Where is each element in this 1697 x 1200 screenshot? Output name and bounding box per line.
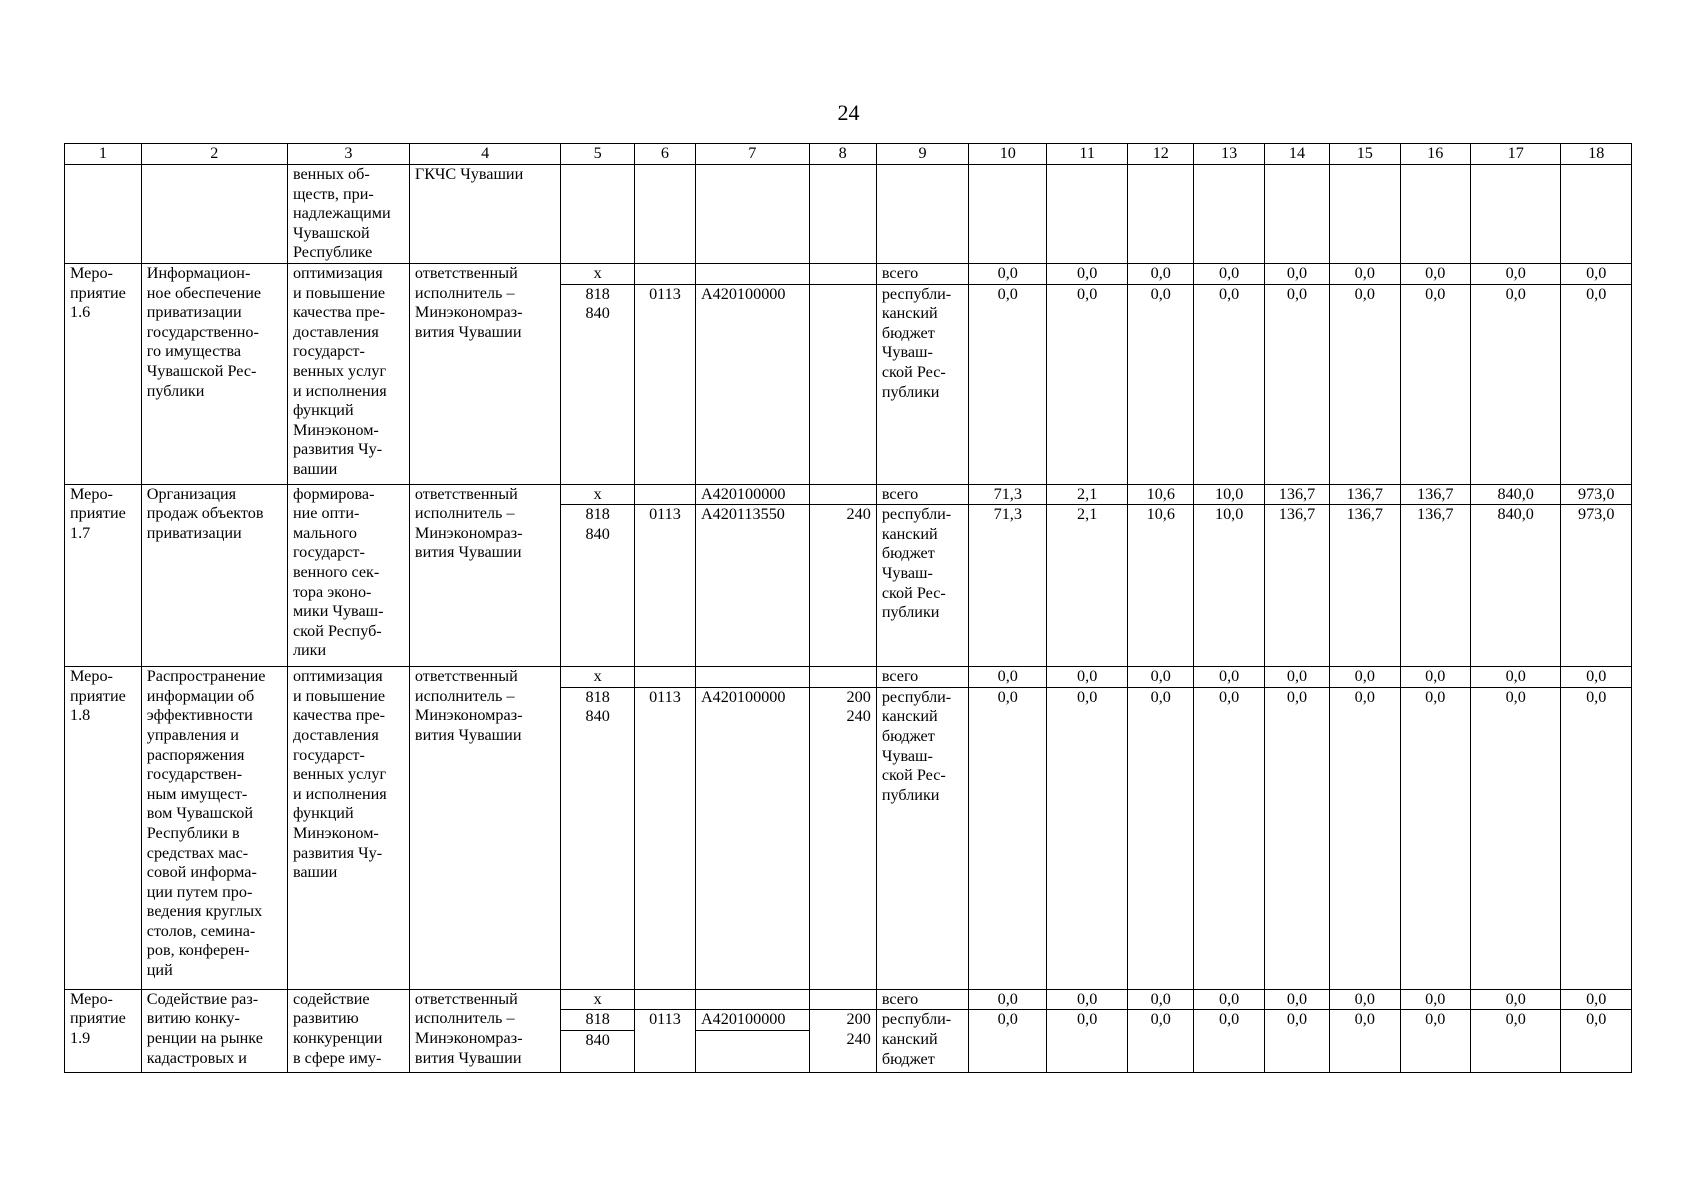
value-cell: 0,0	[1470, 263, 1560, 284]
rzpr-cell	[634, 667, 695, 688]
value-cell: 0,0	[1264, 284, 1329, 484]
grbs-cell: 818 840	[561, 505, 635, 667]
value-cell: 0,0	[1470, 667, 1560, 688]
value-cell: 0,0	[1330, 687, 1400, 989]
rzpr-cell: 0113	[634, 505, 695, 667]
value-cell: 0,0	[1561, 687, 1632, 989]
csr-cell: А420100000	[695, 1010, 809, 1031]
value-cell: 71,3	[969, 484, 1047, 505]
value-cell: 0,0	[1400, 667, 1470, 688]
rzpr-cell	[634, 989, 695, 1010]
csr-cell: А420100000	[695, 687, 809, 989]
measure-1-8-total-row	[65, 667, 1632, 688]
vr-cell: 240	[809, 1030, 876, 1072]
measure-goal: оптимизация и повышение качества пре- доставления государст- венных услуг и исполнения функций Минэконом- развития Чу- вашии	[287, 263, 409, 484]
vr-cell	[809, 989, 876, 1010]
grbs-cell: 818 840	[561, 284, 635, 484]
header-cell: 4	[409, 144, 560, 165]
value-cell: 0,0	[1128, 284, 1194, 484]
value-cell: 71,3	[969, 505, 1047, 667]
value-cell: 0,0	[1561, 284, 1632, 484]
vr-cell: 200 240	[809, 687, 876, 989]
measure-label: Меро- приятие 1.8	[65, 667, 142, 990]
value-cell: 0,0	[1128, 687, 1194, 989]
rzpr-cell: 0113	[634, 284, 695, 484]
value-cell: 840,0	[1470, 484, 1560, 505]
value-cell: 2,1	[1047, 505, 1128, 667]
value-cell: 2,1	[1047, 484, 1128, 505]
header-cell: 14	[1264, 144, 1329, 165]
value-cell: 0,0	[1400, 687, 1470, 989]
value-cell: 0,0	[969, 667, 1047, 688]
program-table	[64, 143, 1632, 1073]
value-cell: 0,0	[1330, 989, 1400, 1010]
value-cell: 0,0	[1330, 667, 1400, 688]
value-cell: 0,0	[1400, 284, 1470, 484]
value-cell: 0,0	[1470, 1010, 1560, 1073]
grbs-cell: 818	[561, 1010, 635, 1031]
value-cell: 0,0	[1194, 687, 1264, 989]
measure-1-6-total-row	[65, 263, 1632, 284]
vr-cell: 240	[809, 505, 876, 667]
measure-goal: формирова- ние опти- мального государст- венного сек- тора эконо- мики Чуваш- ской Респуб- лики	[287, 484, 409, 667]
header-cell: 8	[809, 144, 876, 165]
value-cell: 0,0	[1264, 687, 1329, 989]
value-cell: 0,0	[969, 687, 1047, 989]
value-cell: 0,0	[1470, 687, 1560, 989]
source-cell: республи- канский бюджет Чуваш- ской Рес- публики	[876, 687, 969, 989]
value-cell: 0,0	[1194, 1010, 1264, 1073]
header-cell: 9	[876, 144, 969, 165]
value-cell: 0,0	[1400, 1010, 1470, 1073]
source-cell: всего	[876, 484, 969, 505]
header-cell: 7	[695, 144, 809, 165]
value-cell: 0,0	[1047, 687, 1128, 989]
value-cell: 0,0	[1128, 1010, 1194, 1073]
grbs-cell: 818 840	[561, 687, 635, 989]
grbs-cell: x	[561, 484, 635, 505]
csr-cell	[695, 989, 809, 1010]
value-cell: 136,7	[1400, 484, 1470, 505]
vr-cell: 200	[809, 1010, 876, 1031]
measure-executor: ответственный исполнитель – Минэкономраз- вития Чувашии	[409, 263, 560, 484]
measure-executor: ответственный исполнитель – Минэкономраз- вития Чувашии	[409, 667, 560, 990]
vr-cell	[809, 484, 876, 505]
measure-goal: оптимизация и повышение качества пре- доставления государст- венных услуг и исполнения функций Минэконом- развития Чу- вашии	[287, 667, 409, 990]
value-cell: 0,0	[1194, 263, 1264, 284]
rzpr-cell: 0113	[634, 1010, 695, 1073]
vr-cell	[809, 284, 876, 484]
value-cell: 0,0	[1330, 263, 1400, 284]
value-cell: 0,0	[1400, 263, 1470, 284]
value-cell: 0,0	[1264, 263, 1329, 284]
csr-cell	[695, 1030, 809, 1072]
header-cell: 18	[1561, 144, 1632, 165]
value-cell: 0,0	[1561, 667, 1632, 688]
header-cell: 13	[1194, 144, 1264, 165]
measure-name: Информацион- ное обеспечение приватизации государственно- го имущества Чувашской Рес- публики	[141, 263, 287, 484]
value-cell: 0,0	[1194, 667, 1264, 688]
vr-cell	[809, 667, 876, 688]
rzpr-cell	[634, 263, 695, 284]
value-cell: 0,0	[1128, 263, 1194, 284]
measure-executor: ответственный исполнитель – Минэкономраз- вития Чувашии	[409, 989, 560, 1072]
measure-name: Содействие раз- витию конку- ренции на рынке кадастровых и	[141, 989, 287, 1072]
value-cell: 10,6	[1128, 505, 1194, 667]
value-cell: 0,0	[1264, 989, 1329, 1010]
value-cell: 0,0	[1330, 284, 1400, 484]
continuation-row	[65, 165, 1632, 264]
value-cell: 0,0	[969, 1010, 1047, 1073]
measure-name: Распространение информации об эффективности управления и распоряжения государствен- ным имущест- вом Чувашской Республики в средствах мас- совой информа- ции путем про- ведения круглых столов, семина- ров, конферен- ций	[141, 667, 287, 990]
value-cell: 0,0	[1128, 989, 1194, 1010]
source-cell: всего	[876, 667, 969, 688]
value-cell: 136,7	[1400, 505, 1470, 667]
value-cell: 0,0	[1561, 263, 1632, 284]
value-cell: 973,0	[1561, 484, 1632, 505]
value-cell: 0,0	[1330, 1010, 1400, 1073]
value-cell: 0,0	[1194, 989, 1264, 1010]
source-cell: республи- канский бюджет	[876, 1010, 969, 1073]
value-cell: 0,0	[1561, 989, 1632, 1010]
value-cell: 0,0	[1128, 667, 1194, 688]
value-cell: 10,0	[1194, 505, 1264, 667]
source-cell: всего	[876, 263, 969, 284]
header-cell: 2	[141, 144, 287, 165]
header-cell: 16	[1400, 144, 1470, 165]
measure-name: Организация продаж объектов приватизации	[141, 484, 287, 667]
value-cell: 0,0	[969, 263, 1047, 284]
value-cell: 136,7	[1330, 484, 1400, 505]
header-cell: 6	[634, 144, 695, 165]
value-cell: 10,6	[1128, 484, 1194, 505]
source-cell: всего	[876, 989, 969, 1010]
header-row	[65, 144, 1632, 165]
value-cell: 0,0	[969, 989, 1047, 1010]
value-cell: 0,0	[1047, 263, 1128, 284]
grbs-cell: x	[561, 667, 635, 688]
value-cell: 136,7	[1330, 505, 1400, 667]
value-cell: 840,0	[1470, 505, 1560, 667]
csr-cell: А420100000	[695, 484, 809, 505]
value-cell: 0,0	[1561, 1010, 1632, 1073]
measure-1-9-total-row	[65, 989, 1632, 1010]
value-cell: 0,0	[1470, 284, 1560, 484]
header-cell: 10	[969, 144, 1047, 165]
value-cell: 0,0	[1047, 667, 1128, 688]
header-cell: 5	[561, 144, 635, 165]
value-cell: 136,7	[1264, 484, 1329, 505]
value-cell: 0,0	[1400, 989, 1470, 1010]
value-cell: 0,0	[1047, 284, 1128, 484]
csr-cell	[695, 263, 809, 284]
header-cell: 15	[1330, 144, 1400, 165]
value-cell: 0,0	[1470, 989, 1560, 1010]
goal-cell: венных об- ществ, при- надлежащими Чувашской Республике	[287, 165, 409, 264]
value-cell: 0,0	[1264, 1010, 1329, 1073]
header-cell: 3	[287, 144, 409, 165]
value-cell: 0,0	[969, 284, 1047, 484]
value-cell: 0,0	[1047, 1010, 1128, 1073]
measure-executor: ответственный исполнитель – Минэкономраз- вития Чувашии	[409, 484, 560, 667]
measure-label: Меро- приятие 1.6	[65, 263, 142, 484]
measure-1-7-total-row	[65, 484, 1632, 505]
rzpr-cell	[634, 484, 695, 505]
rzpr-cell: 0113	[634, 687, 695, 989]
header-cell: 12	[1128, 144, 1194, 165]
value-cell: 0,0	[1194, 284, 1264, 484]
header-cell: 1	[65, 144, 142, 165]
page-number: 24	[837, 100, 860, 125]
grbs-cell: 840	[561, 1030, 635, 1072]
csr-cell: А420113550	[695, 505, 809, 667]
source-cell: республи- канский бюджет Чуваш- ской Рес- публики	[876, 505, 969, 667]
value-cell: 10,0	[1194, 484, 1264, 505]
header-cell: 17	[1470, 144, 1560, 165]
header-cell: 11	[1047, 144, 1128, 165]
value-cell: 973,0	[1561, 505, 1632, 667]
measure-label: Меро- приятие 1.9	[65, 989, 142, 1072]
value-cell: 136,7	[1264, 505, 1329, 667]
grbs-cell: x	[561, 263, 635, 284]
grbs-cell: x	[561, 989, 635, 1010]
csr-cell	[695, 667, 809, 688]
vr-cell	[809, 263, 876, 284]
value-cell: 0,0	[1264, 667, 1329, 688]
csr-cell: А420100000	[695, 284, 809, 484]
measure-label: Меро- приятие 1.7	[65, 484, 142, 667]
value-cell: 0,0	[1047, 989, 1128, 1010]
executor-cell: ГКЧС Чувашии	[409, 165, 560, 264]
measure-goal: содействие развитию конкуренции в сфере иму-	[287, 989, 409, 1072]
source-cell: республи- канский бюджет Чуваш- ской Рес- публики	[876, 284, 969, 484]
